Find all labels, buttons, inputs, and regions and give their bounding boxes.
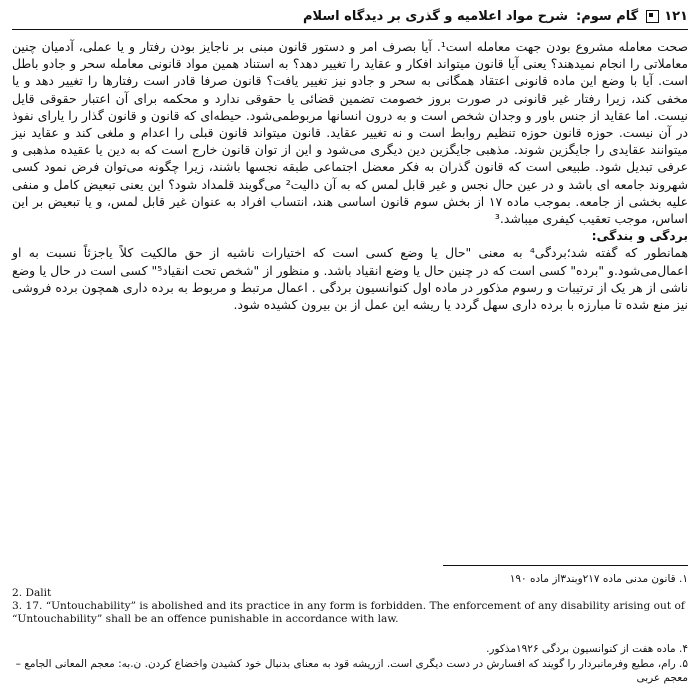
footnote-1: ۱. قانون مدنی ماده ۲۱۷وبند۳از ماده ۱۹۰	[509, 573, 688, 585]
chapter-label: گام سوم:	[576, 8, 639, 24]
paragraph-1: صحت معامله مشروع بودن جهت معامله است¹. آیا بصرف امر و دستور قانون مبنی بر ناجایز بودن رفتار و یا عملی، آدمیان چنین معاملاتی را انجام نمیدهند؟ یعنی آیا قانون میتواند افکار و عقاید را تغییر دهد؟ به استناد همین مواد قانونی معامله سحر و جادو باطل است. آیا با وضع این ماده قانونی اعتقاد همگانی به سحر و جادو نیز تغییر یافت؟ قانون صرفا قادر است رفتارها را تغییر دهد و یا مخفی کند، زیرا رفتار غیر قانونی در صورت بروز خصومت تضمین قضائی یا حقوقی ندارد و محکمه برای آن اعتبار حقوقی قایل نیست. اما عقاید از جنس باور و وجدان شخص است و به درون انسانها مربوطمی‌شود. حیطه‌ای که قانون و قانون گذار را یارای نفوذ در آن نیست. حوزه قانون حوزه تنظیم روابط است و نه تغییر عقاید. قانون میتواند قانون قبلی را اعدام و ملغی کند و عقاید نیز میتوانند عقایدی را جایگزین شوند. مذهبی جایگزین دین دیگری می‌شود و این از توان قانون خارج است که به دین یا عقیده مذهبی و عرفی تبدیل شود. طبیعی است که قانون گذران به فکر معضل اجتماعی طبقه نجسها باشند، زیرا چگونه می‌توان فرض نمود کسی شهروند جامعه ای باشد و در عین حال نجس و غیر قابل لمس که به آن دالیت² می‌گویند قلمداد شود؟ این یعنی تبعیض کامل و منفی علیه بخشی از جامعه. بموجب ماده ۱۷ از بخش سوم قانون اساسی هند، انتساب افراد به عنوان غیر قابل لمس، و یا تبعیض بر این اساس، موجب تعقیب کیفری میباشد.³	[12, 39, 689, 227]
section-subheading: بردگی و بندگی:	[591, 228, 688, 244]
square-ornament-icon	[646, 10, 659, 23]
footnote-5: ۵. رام، مطیع وفرمانبردار را گویند که افسارش در دست دیگری است. ازریشه قود به معنای بدنبال خود کشیدن واخضاع کردن. ن.به: معجم المعانی الجامع – معجم عربی	[15, 658, 688, 684]
running-header	[12, 5, 688, 27]
footnote-2: 2. Dalit	[12, 587, 52, 599]
chapter-title: شرح مواد اعلامیه و گذری بر دیدگاه اسلام	[303, 8, 569, 24]
page-number-group	[646, 9, 688, 24]
paragraph-2: همانطور که گفته شد؛بردگی⁴ به معنی "حال یا وضع کسی است که اختیارات ناشیه از حق مالکیت کلاً یاجزئاً نسبت به او اعمال‌می‌شود.و "برده" کسی است که در چنین حال یا وضع انقیاد باشد. و منظور از "شخص تحت انقیاد⁵" کسی است در حال یا وضع ناشی از هر یک از ترتیبات و رسوم مذکور در ماده اول کنوانسیون بردگی . اعمال مرتبط و مربوط به برده داری همچون برده فروشی نیز منع شده تا مبارزه با برده داری سهل گردد یا ریشه این عمل از بن بیرون کشیده شود.	[12, 245, 688, 313]
body-text	[12, 38, 688, 313]
page-number: ۱۲۱	[664, 8, 688, 24]
footnote-3: 3. 17. “Untouchability” is abolished and its practice in any form is forbidden. The enforcement of any disability arising out of “Untouchability” shall be an offence punishable in accordance with law.	[12, 600, 685, 625]
header-rule	[12, 29, 688, 30]
footnote-4: ۴. ماده هفت از کنوانسیون بردگی ۱۹۲۶مذکور.	[486, 643, 688, 655]
footnote-separator	[443, 565, 688, 566]
